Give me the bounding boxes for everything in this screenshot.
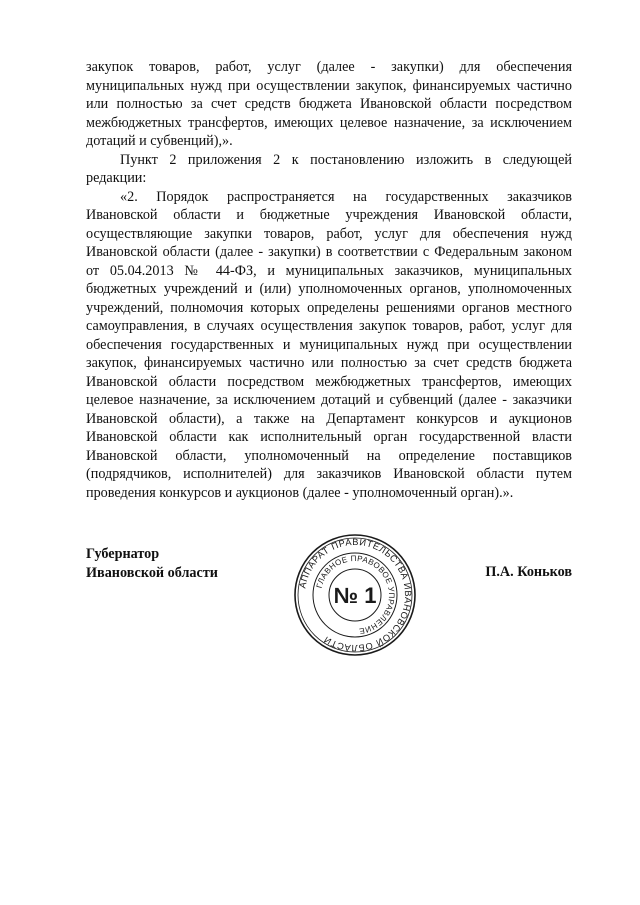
stamp-outer-text: АППАРАТ ПРАВИТЕЛЬСТВА ИВАНОВСКОЙ ОБЛАСТИ [297, 536, 414, 654]
signatory-name: П.А. Коньков [485, 564, 572, 580]
signature-block [86, 536, 572, 665]
position-line-1: Губернатор [86, 546, 160, 562]
document-body [86, 58, 572, 502]
paragraph-new-clause: «2. Порядок распространяется на государственных заказчиков Ивановской области и бюджетные учреждения Ивановской области, осуществляющие закупки товаров, работ, услуг для обеспечения нужд Ивановской области (далее - закупки) в соответствии с Федеральным законом от 05.04.2013 № 44-ФЗ, и муниципальных заказчиков, муниципальных бюджетных учреждений и (или) уполномоченных органов, уполномоченных учреждений, полномочия которых определены решениями органов местного самоуправления, в случаях осуществления закупок товаров, работ, услуг для обеспечения государственных и муниципальных нужд при осуществлении закупок, финансируемых частично или полностью за счет средств бюджета Ивановской области посредством межбюджетных трансфертов, имеющих целевое назначение, за исключением дотаций и субвенций (далее - заказчики Ивановской области), а также на Департамент конкурсов и аукционов Ивановской области как исполнительный орган государственной власти Ивановской области, уполномоченный на определение поставщиков (подрядчиков, исполнителей) для заказчиков Ивановской области путем проведения конкурсов и аукционов (далее - уполномоченный орган).». [86, 188, 572, 501]
stamp-inner-text: ГЛАВНОЕ ПРАВОВОЕ УПРАВЛЕНИЕ [314, 553, 397, 636]
signatory-position [86, 545, 218, 582]
position-line-2: Ивановской области [86, 564, 218, 581]
official-seal-stamp [293, 533, 417, 657]
paragraph-continuation: закупок товаров, работ, услуг (далее - закупки) для обеспечения муниципальных нужд при осуществлении закупок, финансируемых частично или полностью за счет средств бюджета Ивановской области посредством межбюджетных трансфертов, имеющих целевое назначение, за исключением дотаций и субвенций),». [86, 59, 572, 149]
paragraph-amendment-intro: Пункт 2 приложения 2 к постановлению изложить в следующей редакции: [86, 151, 572, 186]
stamp-number: № 1 [333, 583, 377, 608]
